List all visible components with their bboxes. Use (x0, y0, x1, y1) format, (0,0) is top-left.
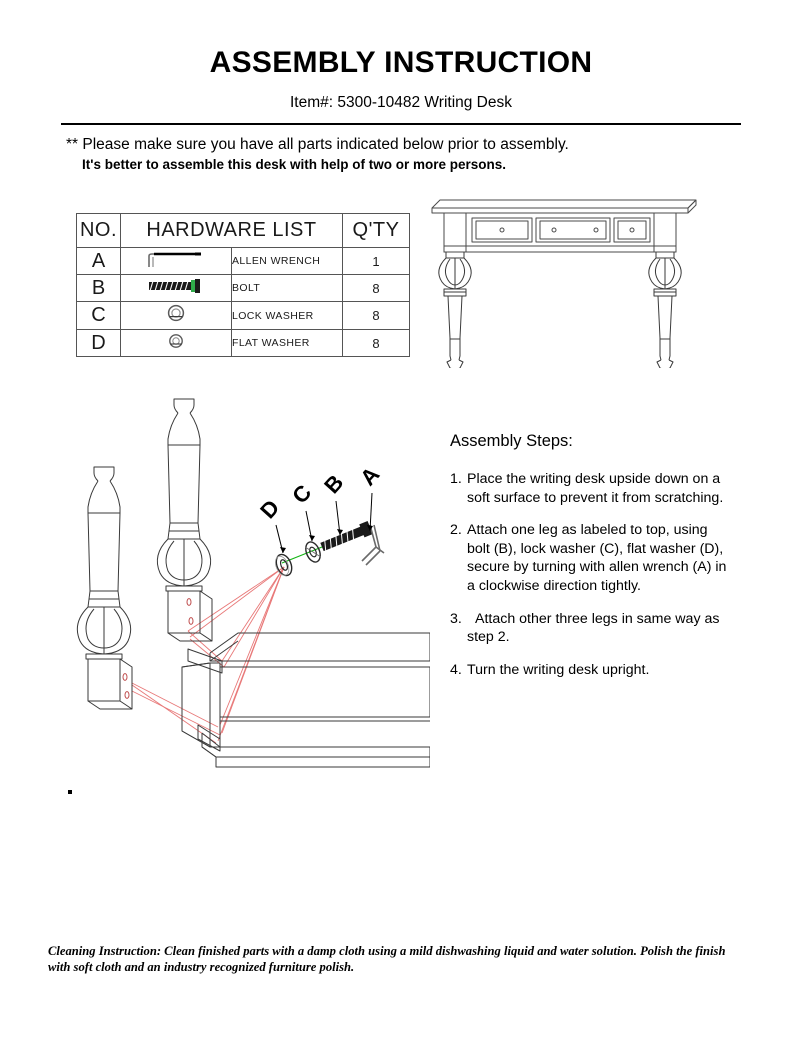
step-text: Attach other three legs in same way as step 2. (467, 610, 720, 646)
assembly-steps-list (450, 470, 730, 693)
item-subtitle: Item#: 5300-10482 Writing Desk (290, 94, 512, 111)
callout-label-a (355, 462, 384, 491)
table-row (77, 302, 410, 330)
step-number: 3. (450, 610, 462, 627)
part-qty-a: 1 (343, 248, 410, 275)
part-label-a: A (77, 248, 121, 275)
column-header-qty: Q'TY (343, 214, 410, 248)
table-row (77, 248, 410, 275)
exploded-assembly-diagram (70, 395, 430, 790)
assembly-steps-heading: Assembly Steps: (450, 432, 573, 450)
part-label-d: D (77, 330, 121, 357)
step-number: 4. (450, 661, 462, 678)
table-header-row (77, 214, 410, 248)
assembly-step-1 (450, 470, 730, 507)
svg-text:D: D (255, 494, 285, 524)
table-row (77, 330, 410, 357)
part-description-b: BOLT (232, 275, 343, 302)
lock-washer-icon (121, 302, 232, 330)
hardware-list-table (76, 213, 410, 357)
column-header-hardware-list: HARDWARE LIST (121, 214, 343, 248)
callout-label-d (255, 495, 284, 524)
leg-upper (157, 399, 212, 641)
bolt-icon (121, 275, 232, 302)
callout-label-b (319, 470, 348, 499)
svg-text:B: B (319, 469, 349, 499)
part-description-c: LOCK WASHER (232, 302, 343, 330)
part-description-a: ALLEN WRENCH (232, 248, 343, 275)
header-divider (61, 123, 741, 125)
page-title: ASSEMBLY INSTRUCTION (209, 46, 593, 79)
callout-label-c (287, 480, 316, 509)
svg-text:A: A (355, 461, 385, 491)
step-number: 2. (450, 522, 462, 539)
part-description-d: FLAT WASHER (232, 330, 343, 357)
flat-washer-icon (121, 330, 232, 357)
assembly-step-3 (450, 610, 730, 647)
step-number: 1. (450, 471, 462, 487)
flat-washer-part (272, 552, 294, 578)
lock-washer-part (303, 540, 323, 564)
allen-wrench-icon (121, 248, 232, 275)
part-qty-c: 8 (343, 302, 410, 330)
part-qty-d: 8 (343, 330, 410, 357)
step-text: Attach one leg as labeled to top, using bolt (B), lock washer (C), flat washer (D), secure by turning with allen wrench (A) in a clockwise direction tightly. (467, 522, 727, 594)
step-text: Turn the writing desk upright. (467, 661, 650, 678)
cleaning-instruction: Cleaning Instruction: Clean finished parts with a damp cloth using a mild dishwashing liquid and water solution. Polish the finish with soft cloth and an industry recognized furniture polish. (48, 944, 726, 974)
part-qty-b: 8 (343, 275, 410, 302)
desk-body-upside-down (182, 633, 430, 767)
svg-text:C: C (287, 479, 317, 509)
column-header-no: NO. (77, 214, 121, 248)
assembly-step-2 (450, 521, 730, 595)
table-row (77, 275, 410, 302)
stray-dot-mark (68, 790, 72, 794)
leg-lower (77, 467, 132, 709)
part-label-c: C (77, 302, 121, 330)
two-person-notice: It's better to assemble this desk with help of two or more persons. (82, 157, 507, 172)
bolt-part (319, 521, 372, 553)
assembled-desk-illustration (424, 188, 704, 373)
parts-check-notice: ** Please make sure you have all parts indicated below prior to assembly. (66, 136, 569, 153)
part-label-b: B (77, 275, 121, 302)
assembly-step-4 (450, 661, 730, 680)
step-text: Place the writing desk upside down on a soft surface to prevent it from scratching. (467, 471, 724, 506)
